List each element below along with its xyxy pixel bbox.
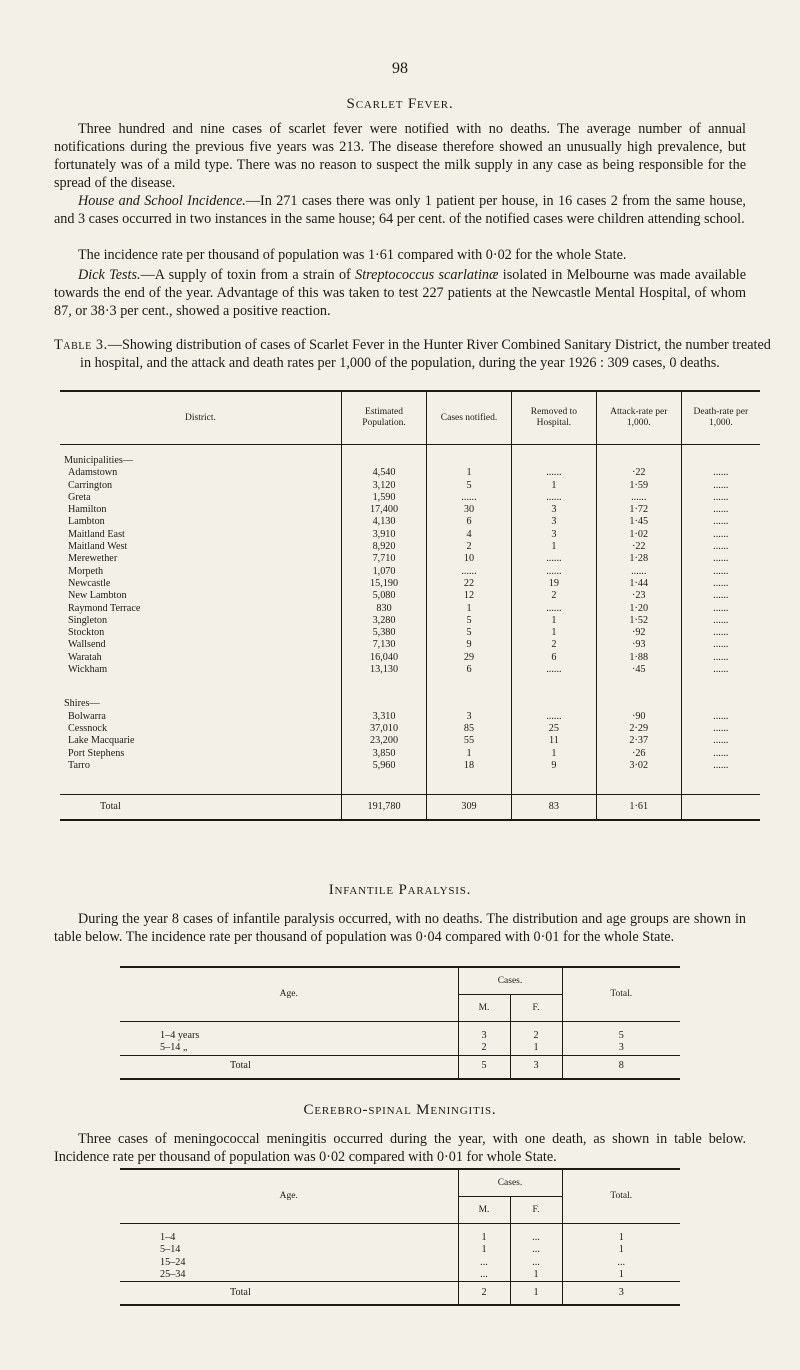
male-cases-cell: 2	[458, 1042, 510, 1055]
death-rate-cell: ......	[681, 529, 760, 541]
cases-cell: 22	[427, 578, 512, 590]
death-rate-cell: ......	[681, 664, 760, 676]
cerebro-total-male: 2	[458, 1282, 510, 1306]
death-rate-cell: ......	[681, 590, 760, 602]
removed-cell: ......	[511, 711, 596, 723]
page-number: 98	[392, 60, 408, 77]
table3-header-death-rate: Death-rate per 1,000.	[681, 391, 760, 445]
removed-cell: 25	[511, 723, 596, 735]
population-cell: 23,200	[341, 735, 426, 747]
district-name: New Lambton	[68, 590, 127, 602]
attack-rate-cell: 1·02	[596, 529, 681, 541]
age-group-cell: 1–4 years	[160, 1030, 200, 1041]
death-rate-cell: ......	[681, 723, 760, 735]
district-name: Morpeth	[68, 565, 104, 577]
table3-total-label: Total	[60, 795, 341, 821]
attack-rate-cell: 1·59	[596, 480, 681, 492]
male-cases-cell: ...	[458, 1269, 510, 1282]
total-cases-cell: ...	[562, 1257, 680, 1269]
population-cell: 7,710	[341, 553, 426, 565]
population-cell: 3,120	[341, 480, 426, 492]
dick-tests-lead: Dick Tests.	[78, 267, 141, 283]
infantile-total-female: 3	[510, 1055, 562, 1079]
attack-rate-cell: ·93	[596, 639, 681, 651]
table3-header-district: District.	[60, 391, 341, 445]
population-cell: 8,920	[341, 541, 426, 553]
municipalities-rows	[60, 467, 760, 676]
scarlet-fever-table	[60, 390, 760, 821]
table3-caption	[54, 336, 780, 372]
male-cases-cell: 3	[458, 1022, 510, 1043]
cases-cell: 12	[427, 590, 512, 602]
table-row	[120, 1224, 680, 1245]
table-row	[60, 723, 760, 735]
district-name: Lambton	[68, 516, 105, 528]
scarlet-paragraph-2	[54, 192, 746, 228]
population-cell: 3,910	[341, 529, 426, 541]
cases-cell: 85	[427, 723, 512, 735]
shires-group-label: Shires—	[64, 698, 100, 710]
cases-cell: 5	[427, 480, 512, 492]
table3-total-death	[681, 795, 760, 821]
district-name: Carrington	[68, 479, 113, 491]
age-group-cell: 5–14	[160, 1244, 181, 1256]
cerebro-header-cases: Cases.	[458, 1169, 562, 1197]
cases-cell: 1	[427, 603, 512, 615]
district-name: Maitland West	[68, 541, 128, 553]
death-rate-cell: ......	[681, 553, 760, 565]
infantile-header-age: Age.	[120, 967, 458, 1022]
district-name: Tarro	[68, 759, 90, 771]
death-rate-cell: ......	[681, 504, 760, 516]
attack-rate-cell: 2·37	[596, 735, 681, 747]
death-rate-cell: ......	[681, 516, 760, 528]
female-cases-cell: ...	[510, 1244, 562, 1256]
scarlet-paragraph-1: Three hundred and nine cases of scarlet fever were notified with no deaths. The average number of annual notifications during the previous five years was 213. The disease therefore showed an unusually high prevalence, but fortunately was of a mild type. There was no reason to suspect the milk supply in any case as being responsible for the spread of the disease.	[54, 121, 746, 191]
infantile-header-cases: Cases.	[458, 967, 562, 995]
district-name: Bolwarra	[68, 710, 106, 722]
death-rate-cell: ......	[681, 467, 760, 479]
death-rate-cell: ......	[681, 627, 760, 639]
death-rate-cell: ......	[681, 480, 760, 492]
removed-cell: 1	[511, 748, 596, 760]
removed-cell: 1	[511, 541, 596, 553]
infantile-total-male: 5	[458, 1055, 510, 1079]
removed-cell: 9	[511, 760, 596, 772]
dick-tests-italic: Streptococcus scarlatinæ	[355, 267, 499, 283]
table3-caption-text: —Showing distribution of cases of Scarlet Fever in the Hunter River Combined Sanitary District, the number treated in hospital, and the attack and death rates per 1,000 of the population, during the year 1926 : 309 cases, 0 deaths.	[80, 337, 771, 371]
cerebro-rows	[120, 1224, 680, 1282]
death-rate-cell: ......	[681, 541, 760, 553]
table-row	[120, 1042, 680, 1055]
attack-rate-cell: 1·28	[596, 553, 681, 565]
removed-cell: 3	[511, 504, 596, 516]
district-name: Stockton	[68, 627, 105, 639]
infantile-paragraph: During the year 8 cases of infantile paralysis occurred, with no deaths. The distribution and age groups are shown in table below. The incidence rate per thousand of population was 0·04 compared with 0·01 for the whole State.	[54, 911, 746, 945]
table3-total-removed: 83	[511, 795, 596, 821]
age-group-cell: 15–24	[160, 1256, 186, 1268]
district-name: Hamilton	[68, 504, 107, 516]
table3-header-row	[60, 391, 760, 445]
infantile-header-total: Total.	[562, 967, 680, 1022]
cases-cell: 4	[427, 529, 512, 541]
age-group-cell: 25–34	[160, 1268, 186, 1280]
table-row	[60, 627, 760, 639]
district-name: Lake Macquarie	[68, 735, 135, 747]
cerebro-header-male: M.	[458, 1197, 510, 1224]
table-row	[60, 652, 760, 664]
infantile-rows	[120, 1022, 680, 1056]
female-cases-cell: ...	[510, 1224, 562, 1245]
cerebro-total-label: Total	[120, 1282, 458, 1306]
table3-total-attack: 1·61	[596, 795, 681, 821]
removed-cell: 1	[511, 615, 596, 627]
table-row	[60, 480, 760, 492]
table3-header-cases: Cases notified.	[427, 391, 512, 445]
removed-cell: 3	[511, 516, 596, 528]
age-group-cell: 1–4	[160, 1232, 176, 1243]
cases-cell: 3	[427, 711, 512, 723]
death-rate-cell: ......	[681, 748, 760, 760]
table3-total-cases: 309	[427, 795, 512, 821]
table-row	[120, 1022, 680, 1043]
population-cell: 5,380	[341, 627, 426, 639]
attack-rate-cell: ·45	[596, 664, 681, 676]
male-cases-cell: ...	[458, 1257, 510, 1269]
scarlet-paragraph-3: The incidence rate per thousand of population was 1·61 compared with 0·02 for the whole State.	[78, 247, 627, 263]
cases-cell: 6	[427, 664, 512, 676]
male-cases-cell: 1	[458, 1244, 510, 1256]
infantile-paralysis-table	[120, 966, 680, 1080]
district-name: Singleton	[68, 614, 108, 626]
female-cases-cell: 1	[510, 1042, 562, 1055]
cases-cell: ......	[427, 566, 512, 578]
table-row	[60, 553, 760, 565]
table-row	[60, 578, 760, 590]
attack-rate-cell: 1·44	[596, 578, 681, 590]
district-name: Greta	[68, 491, 91, 503]
cases-cell: 55	[427, 735, 512, 747]
female-cases-cell: ...	[510, 1257, 562, 1269]
death-rate-cell: ......	[681, 603, 760, 615]
death-rate-cell: ......	[681, 566, 760, 578]
cases-cell: 6	[427, 516, 512, 528]
table-row	[60, 541, 760, 553]
attack-rate-cell: ......	[596, 566, 681, 578]
cerebro-spinal-heading: Cerebro-spinal Meningitis.	[303, 1102, 497, 1118]
population-cell: 1,590	[341, 492, 426, 504]
district-name: Cessnock	[68, 722, 108, 734]
table3-group-row	[60, 445, 760, 468]
attack-rate-cell: ·26	[596, 748, 681, 760]
infantile-total-label: Total	[120, 1055, 458, 1079]
removed-cell: 11	[511, 735, 596, 747]
table-row	[60, 467, 760, 479]
district-name: Adamstown	[68, 467, 118, 479]
cerebro-header-female: F.	[510, 1197, 562, 1224]
table-row	[120, 1257, 680, 1269]
cases-cell: ......	[427, 492, 512, 504]
attack-rate-cell: 1·20	[596, 603, 681, 615]
table-row	[60, 516, 760, 528]
cerebro-paragraph: Three cases of meningococcal meningitis occurred during the year, with one death, as shown in table below. Incidence rate per thousand of population was 0·02 compared with 0·01 for whole State.	[54, 1131, 746, 1165]
removed-cell: 2	[511, 590, 596, 602]
attack-rate-cell: 1·72	[596, 504, 681, 516]
population-cell: 5,080	[341, 590, 426, 602]
female-cases-cell: 2	[510, 1022, 562, 1043]
district-name: Waratah	[68, 651, 102, 663]
total-cases-cell: 1	[562, 1244, 680, 1256]
population-cell: 7,130	[341, 639, 426, 651]
scarlet-fever-heading: Scarlet Fever.	[346, 96, 454, 112]
district-name: Wallsend	[68, 639, 106, 651]
population-cell: 13,130	[341, 664, 426, 676]
district-name: Port Stephens	[68, 747, 125, 759]
shires-rows	[60, 711, 760, 772]
population-cell: 1,070	[341, 566, 426, 578]
table3-header-attack-rate: Attack-rate per 1,000.	[596, 391, 681, 445]
population-cell: 37,010	[341, 723, 426, 735]
cases-cell: 1	[427, 467, 512, 479]
cases-cell: 5	[427, 627, 512, 639]
table-row	[60, 615, 760, 627]
table3-spacer-row	[60, 772, 760, 795]
removed-cell: 3	[511, 529, 596, 541]
female-cases-cell: 1	[510, 1269, 562, 1282]
dick-tests-text-a: —A supply of toxin from a strain of	[140, 267, 356, 283]
table3-header-removed: Removed to Hospital.	[511, 391, 596, 445]
table3-total-row	[60, 795, 760, 821]
cases-cell: 5	[427, 615, 512, 627]
table-row	[120, 1244, 680, 1256]
population-cell: 3,850	[341, 748, 426, 760]
removed-cell: 6	[511, 652, 596, 664]
removed-cell: 1	[511, 480, 596, 492]
attack-rate-cell: ·92	[596, 627, 681, 639]
attack-rate-cell: 3·02	[596, 760, 681, 772]
removed-cell: ......	[511, 664, 596, 676]
death-rate-cell: ......	[681, 492, 760, 504]
cerebro-header-row	[120, 1169, 680, 1197]
total-cases-cell: 5	[562, 1022, 680, 1043]
attack-rate-cell: ·23	[596, 590, 681, 602]
removed-cell: ......	[511, 467, 596, 479]
age-group-cell: 5–14 „	[160, 1042, 188, 1054]
house-school-lead: House and School Incidence.	[78, 193, 246, 209]
infantile-header-row	[120, 967, 680, 995]
infantile-header-male: M.	[458, 995, 510, 1022]
cerebro-spinal-table	[120, 1168, 680, 1306]
table-row	[60, 711, 760, 723]
removed-cell: ......	[511, 553, 596, 565]
table-row	[120, 1269, 680, 1282]
district-name: Merewether	[68, 553, 118, 565]
population-cell: 830	[341, 603, 426, 615]
cerebro-header-age: Age.	[120, 1169, 458, 1224]
removed-cell: 2	[511, 639, 596, 651]
attack-rate-cell: ·90	[596, 711, 681, 723]
table3-total-population: 191,780	[341, 795, 426, 821]
cerebro-total-all: 3	[562, 1282, 680, 1306]
cerebro-total-female: 1	[510, 1282, 562, 1306]
table3-header-population: Estimated Population.	[341, 391, 426, 445]
infantile-paralysis-heading: Infantile Paralysis.	[328, 882, 472, 898]
table-row	[60, 529, 760, 541]
population-cell: 5,960	[341, 760, 426, 772]
attack-rate-cell: ·22	[596, 541, 681, 553]
death-rate-cell: ......	[681, 735, 760, 747]
cases-cell: 30	[427, 504, 512, 516]
table-row	[60, 735, 760, 747]
population-cell: 3,310	[341, 711, 426, 723]
cerebro-total-row	[120, 1282, 680, 1306]
attack-rate-cell: 1·45	[596, 516, 681, 528]
district-name: Raymond Terrace	[68, 602, 141, 614]
cerebro-header-total: Total.	[562, 1169, 680, 1224]
death-rate-cell: ......	[681, 711, 760, 723]
total-cases-cell: 1	[562, 1224, 680, 1245]
cases-cell: 29	[427, 652, 512, 664]
total-cases-cell: 1	[562, 1269, 680, 1282]
cases-cell: 2	[427, 541, 512, 553]
total-cases-cell: 3	[562, 1042, 680, 1055]
cases-cell: 18	[427, 760, 512, 772]
district-name: Wickham	[68, 664, 108, 676]
population-cell: 17,400	[341, 504, 426, 516]
table3-group-row	[60, 698, 760, 710]
attack-rate-cell: 2·29	[596, 723, 681, 735]
table-row	[60, 566, 760, 578]
table-row	[60, 590, 760, 602]
district-name: Maitland East	[68, 528, 125, 540]
death-rate-cell: ......	[681, 652, 760, 664]
cases-cell: 9	[427, 639, 512, 651]
infantile-total-all: 8	[562, 1055, 680, 1079]
dick-tests-text-b: isolated in Melbourne was made available towards the end of the year. Advantage of this was taken to test 227 patients at the Newcastle Mental Hospital, of whom 87, or 38·3 per cent., showed a positive reaction.	[54, 267, 747, 319]
population-cell: 4,130	[341, 516, 426, 528]
attack-rate-cell: ......	[596, 492, 681, 504]
infantile-header-female: F.	[510, 995, 562, 1022]
table-row	[60, 603, 760, 615]
infantile-total-row	[120, 1055, 680, 1079]
scarlet-paragraph-4	[54, 266, 746, 320]
removed-cell: 1	[511, 627, 596, 639]
table3-spacer-row	[60, 676, 760, 698]
death-rate-cell: ......	[681, 760, 760, 772]
removed-cell: ......	[511, 566, 596, 578]
table-row	[60, 664, 760, 676]
population-cell: 3,280	[341, 615, 426, 627]
table-row	[60, 639, 760, 651]
removed-cell: ......	[511, 603, 596, 615]
table3-label: Table 3.	[54, 337, 108, 353]
attack-rate-cell: ·22	[596, 467, 681, 479]
house-school-text: —In 271 cases there was only 1 patient per house, in 16 cases 2 from the same house, and 3 cases occurred in two instances in the same house; 64 per cent. of the notified cases were children attending school.	[54, 193, 746, 227]
attack-rate-cell: 1·52	[596, 615, 681, 627]
municipalities-group-label: Municipalities—	[64, 455, 134, 466]
removed-cell: ......	[511, 492, 596, 504]
cases-cell: 10	[427, 553, 512, 565]
removed-cell: 19	[511, 578, 596, 590]
table-row	[60, 504, 760, 516]
male-cases-cell: 1	[458, 1224, 510, 1245]
population-cell: 16,040	[341, 652, 426, 664]
death-rate-cell: ......	[681, 615, 760, 627]
table-row	[60, 748, 760, 760]
population-cell: 15,190	[341, 578, 426, 590]
table-row	[60, 760, 760, 772]
death-rate-cell: ......	[681, 578, 760, 590]
table-row	[60, 492, 760, 504]
death-rate-cell: ......	[681, 639, 760, 651]
population-cell: 4,540	[341, 467, 426, 479]
district-name: Newcastle	[68, 577, 111, 589]
cases-cell: 1	[427, 748, 512, 760]
attack-rate-cell: 1·88	[596, 652, 681, 664]
